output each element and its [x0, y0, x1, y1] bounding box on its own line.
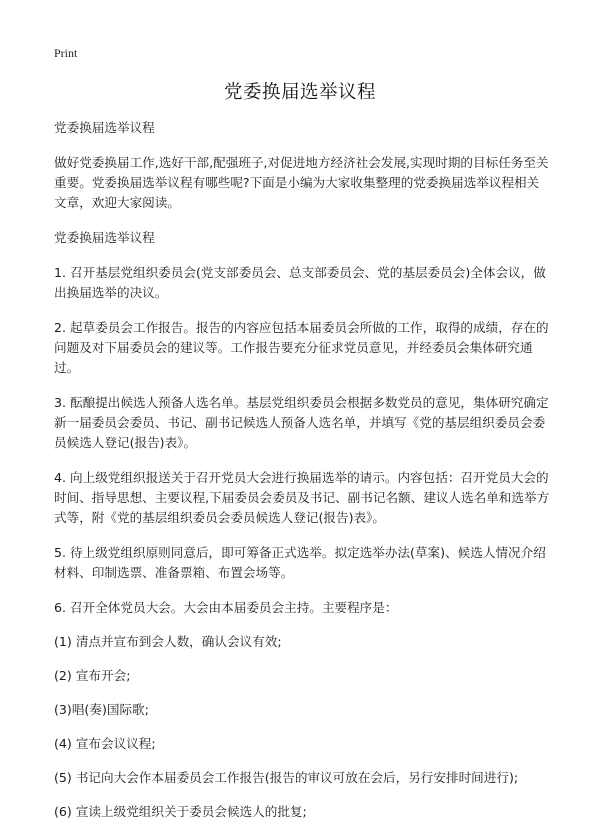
document-title: 党委换届选举议程 [223, 82, 376, 103]
step-1-paragraph: 1. 召开基层党组织委员会(党支部委员会、总支部委员会、党的基层委员会)全体会议，做出换届选举的决议。 [54, 265, 546, 300]
print-link[interactable]: Print [54, 46, 78, 60]
step-5-paragraph: 5. 待上级党组织原则同意后，即可筹备正式选举。拟定选举办法(草案)、候选人情况介绍材料、印制选票、准备票箱、布置会场等。 [54, 545, 546, 580]
subtitle-paragraph: 党委换届选举议程 [54, 120, 155, 135]
document-body [54, 118, 550, 836]
procedure-5-paragraph: (5) 书记向大会作本届委员会工作报告(报告的审议可放在会后，另行安排时间进行); [54, 770, 519, 785]
procedure-2-paragraph: (2) 宣布开会; [54, 668, 131, 683]
intro-paragraph: 做好党委换届工作,选好干部,配强班子,对促进地方经济社会发展,实现时期的目标任务至关重要。党委换届选举议程有哪些呢?下面是小编为大家收集整理的党委换届选举议程相关文章，欢迎大家阅读。 [54, 155, 549, 210]
procedure-3-paragraph: (3)唱(奏)国际歌; [54, 702, 149, 717]
step-6-paragraph: 6. 召开全体党员大会。大会由本届委员会主持。主要程序是： [54, 600, 398, 615]
step-2-paragraph: 2. 起草委员会工作报告。报告的内容应包括本届委员会所做的工作，取得的成绩，存在的问题及对下届委员会的建议等。工作报告要充分征求党员意见，并经委员会集体研究通过。 [54, 320, 549, 375]
section-heading-paragraph: 党委换届选举议程 [54, 230, 155, 245]
step-3-paragraph: 3. 酝酿提出候选人预备人选名单。基层党组织委员会根据多数党员的意见，集体研究确定新一届委员会委员、书记、副书记候选人预备人选名单，并填写《党的基层组织委员会委员候选人登记(报告)表》。 [54, 395, 549, 450]
procedure-1-paragraph: (1) 清点并宣布到会人数，确认会议有效; [54, 634, 282, 649]
procedure-6-paragraph: (6) 宣读上级党组织关于委员会候选人的批复; [54, 804, 307, 819]
procedure-4-paragraph: (4) 宣布会议议程; [54, 736, 156, 751]
step-4-paragraph: 4. 向上级党组织报送关于召开党员大会进行换届选举的请示。内容包括：召开党员大会的时间、指导思想、主要议程,下届委员会委员及书记、副书记名额、建议人选名单和选举方式等，附《党的基层组织委员会委员候选人登记(报告)表》。 [54, 470, 550, 525]
